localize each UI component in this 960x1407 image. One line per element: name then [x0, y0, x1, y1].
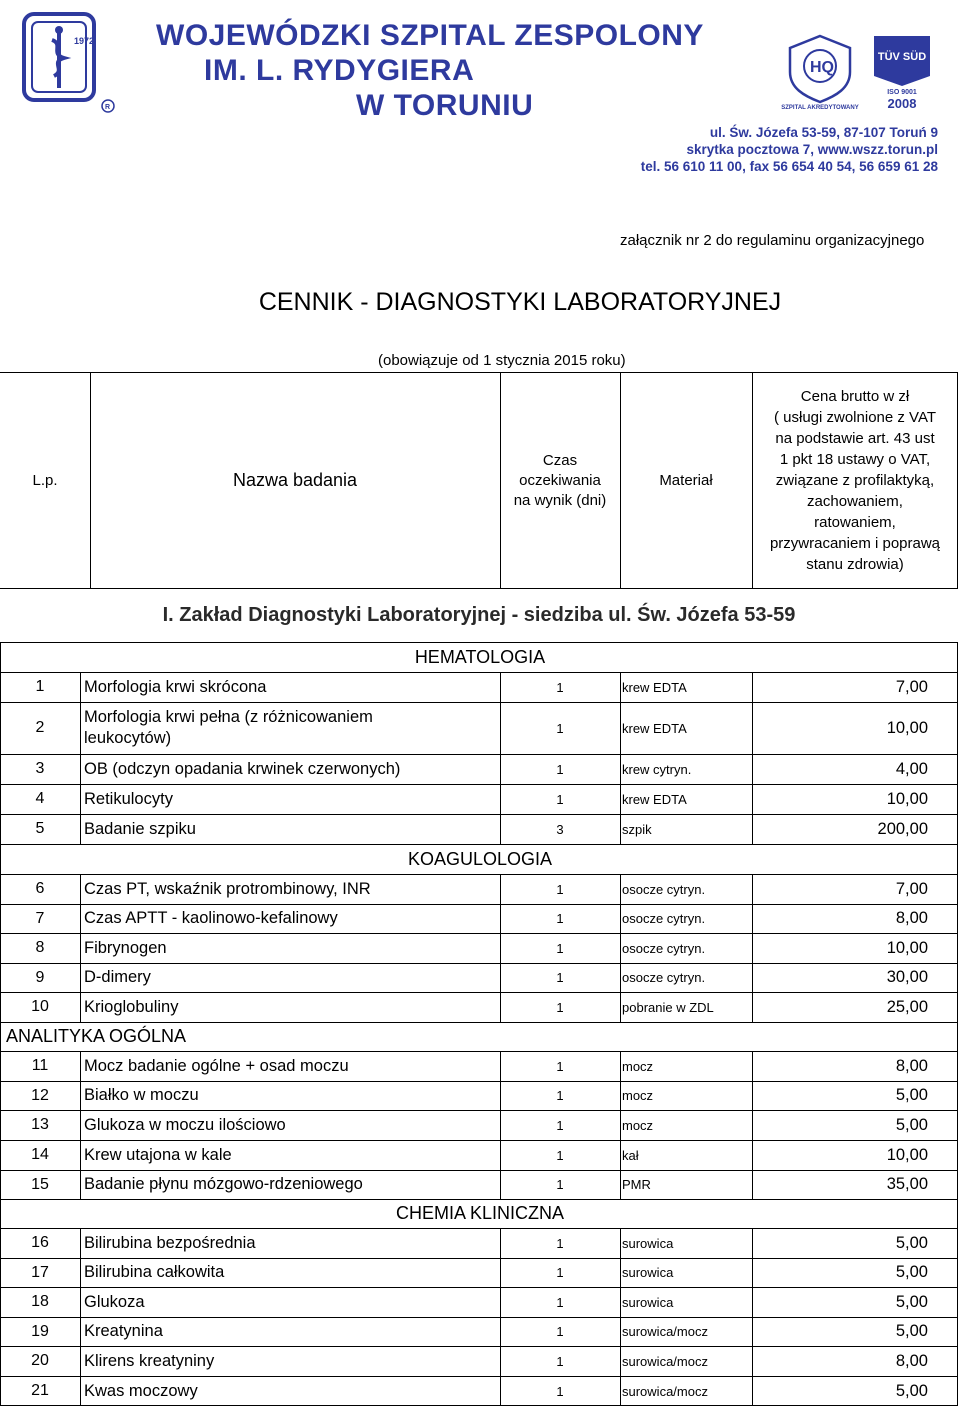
sample-material: osocze cytryn.: [622, 970, 706, 985]
table-row: [0, 702, 958, 754]
price-pln: 8,00: [895, 1351, 928, 1370]
table-row: [0, 1317, 958, 1346]
wait-time-days: 1: [556, 1117, 564, 1133]
row-number: 21: [31, 1382, 49, 1399]
hospital-name-line-2: IM. L. RYDYGIERA: [204, 54, 475, 87]
header-test-name: Nazwa badania: [232, 470, 358, 490]
sample-material: pobranie w ZDL: [622, 999, 714, 1015]
sample-material: osocze cytryn.: [622, 911, 706, 926]
test-name: Badanie szpiku: [84, 819, 196, 838]
row-number: 20: [31, 1352, 49, 1369]
test-name: Bilirubina bezpośrednia: [84, 1233, 256, 1252]
table-header: [0, 372, 958, 589]
test-name: Fibrynogen: [84, 938, 167, 957]
letterhead: [0, 0, 960, 190]
svg-text:2008: 2008: [887, 96, 917, 110]
header-material: Materiał: [659, 472, 713, 489]
test-name: Bilirubina całkowita: [84, 1263, 225, 1281]
table-row: [0, 1140, 958, 1170]
price-pln: 5,00: [895, 1322, 928, 1340]
table-row: [0, 754, 958, 784]
row-number: 1: [35, 678, 45, 695]
wait-time-days: 1: [556, 1177, 564, 1192]
test-name: Morfologia krwi pełna (z różnicowaniem leukocytów): [84, 708, 373, 747]
table-row: [0, 1110, 958, 1140]
category-chemia: CHEMIA KLINICZNA: [395, 1203, 565, 1223]
row-number: 14: [31, 1146, 49, 1163]
wait-time-days: 1: [556, 1383, 564, 1399]
wait-time-days: 1: [556, 720, 564, 736]
wait-time-days: 1: [556, 1235, 564, 1251]
category-row-hematologia: [0, 642, 958, 672]
table-row: [0, 1376, 958, 1406]
table-row: [0, 933, 958, 963]
sample-material: surowica: [622, 1294, 674, 1310]
test-name: Białko w moczu: [84, 1086, 199, 1104]
row-number: 3: [35, 760, 45, 777]
table-row: [0, 814, 958, 844]
price-pln: 5,00: [895, 1381, 928, 1400]
table-row: [0, 784, 958, 814]
price-pln: 25,00: [886, 997, 928, 1016]
wait-time-days: 1: [556, 940, 564, 956]
sample-material: surowica/mocz: [622, 1324, 708, 1339]
price-pln: 35,00: [886, 1175, 928, 1193]
wait-time-days: 1: [556, 999, 564, 1015]
sample-material: surowica: [622, 1235, 674, 1251]
svg-text:TÜV SÜD: TÜV SÜD: [877, 51, 927, 63]
price-pln: 5,00: [895, 1292, 928, 1311]
row-number: 13: [31, 1116, 49, 1133]
hospital-seal-logo: [20, 10, 120, 114]
table-row: [0, 874, 958, 904]
section-title: I. Zakład Diagnostyki Laboratoryjnej - siedziba ul. Św. Józefa 53-59: [162, 604, 796, 626]
price-pln: 5,00: [895, 1115, 928, 1134]
sample-material: PMR: [622, 1177, 651, 1192]
test-name: OB (odczyn opadania krwinek czerwonych): [84, 759, 401, 778]
wait-time-days: 1: [556, 1353, 564, 1369]
category-row-koagulologia: [0, 844, 958, 874]
sample-material: kał: [622, 1147, 639, 1163]
category-row-chemia: [0, 1199, 958, 1228]
wait-time-days: 1: [556, 1088, 564, 1103]
address-line-1: ul. Św. Józefa 53-59, 87-107 Toruń 9: [709, 125, 938, 140]
price-pln: 4,00: [895, 759, 928, 778]
sample-material: mocz: [622, 1117, 654, 1133]
table-row: [0, 904, 958, 933]
svg-text:SZPITAL AKREDYTOWANY: SZPITAL AKREDYTOWANY: [781, 105, 859, 110]
row-number: 12: [31, 1086, 49, 1104]
wait-time-days: 1: [556, 881, 564, 897]
table-row: [0, 963, 958, 992]
test-name: Badanie płynu mózgowo-rdzeniowego: [84, 1175, 363, 1193]
table-row: [0, 1051, 958, 1081]
hospital-name: [156, 18, 756, 123]
document-title: CENNIK - DIAGNOSTYKI LABORATORYJNEJ: [258, 288, 782, 316]
category-koagulologia: KOAGULOLOGIA: [407, 848, 553, 869]
address-line-2: skrytka pocztowa 7, www.wszz.torun.pl: [686, 142, 938, 157]
hospital-name-line-1: WOJEWÓDZKI SZPITAL ZESPOLONY: [156, 19, 704, 52]
test-name: Kwas moczowy: [84, 1381, 198, 1400]
table-row: [0, 1081, 958, 1110]
wait-time-days: 1: [556, 1265, 564, 1280]
test-name: Czas PT, wskaźnik protrombinowy, INR: [84, 879, 371, 898]
header-wait-time: Czas oczekiwania na wynik (dni): [513, 451, 607, 509]
wait-time-days: 1: [556, 1058, 564, 1074]
svg-text:R: R: [105, 104, 111, 111]
price-pln: 7,00: [895, 677, 928, 696]
validity-note: (obowiązuje od 1 stycznia 2015 roku): [378, 352, 626, 369]
category-row-analityka: [0, 1022, 958, 1051]
price-pln: 5,00: [895, 1086, 928, 1104]
address-line-3: tel. 56 610 11 00, fax 56 654 40 54, 56 659 61 28: [640, 159, 938, 174]
sample-material: krew EDTA: [622, 720, 687, 736]
table-row: [0, 1228, 958, 1258]
price-pln: 10,00: [886, 718, 928, 737]
sample-material: krew EDTA: [622, 791, 687, 807]
price-pln: 10,00: [886, 1145, 928, 1164]
price-pln: 10,00: [886, 938, 928, 957]
category-analityka: ANALITYKA OGÓLNA: [6, 1026, 187, 1046]
test-name: Glukoza w moczu ilościowo: [84, 1115, 286, 1134]
table-row: [0, 672, 958, 702]
row-number: 18: [31, 1293, 49, 1310]
test-name: Glukoza: [84, 1292, 145, 1311]
row-number: 19: [31, 1322, 49, 1340]
hospital-address: [438, 124, 938, 175]
sample-material: surowica: [622, 1265, 674, 1280]
row-number: 5: [35, 820, 45, 837]
row-number: 8: [35, 939, 45, 956]
row-number: 15: [31, 1175, 49, 1193]
row-number: 17: [31, 1263, 49, 1281]
row-number: 11: [31, 1057, 49, 1074]
wait-time-days: 1: [556, 970, 564, 985]
row-number: 7: [35, 909, 45, 927]
sample-material: szpik: [622, 821, 652, 837]
table-row: [0, 1170, 958, 1199]
row-number: 2: [35, 719, 45, 736]
test-name: Krioglobuliny: [84, 997, 179, 1016]
test-name: Morfologia krwi skrócona: [84, 677, 267, 696]
row-number: 6: [35, 880, 45, 897]
sample-material: krew cytryn.: [622, 761, 692, 777]
price-pln: 8,00: [895, 1056, 928, 1075]
price-pln: 5,00: [895, 1233, 928, 1252]
category-hematologia: HEMATOLOGIA: [414, 646, 546, 667]
table-row: [0, 992, 958, 1022]
wait-time-days: 1: [556, 679, 564, 695]
attachment-note: załącznik nr 2 do regulaminu organizacyjnego: [620, 232, 925, 249]
svg-text:HQ: HQ: [810, 59, 834, 76]
sample-material: mocz: [622, 1058, 654, 1074]
sample-material: krew EDTA: [622, 679, 687, 695]
row-number: 10: [31, 998, 49, 1015]
price-pln: 8,00: [895, 909, 928, 927]
table-row: [0, 1258, 958, 1287]
test-name: Mocz badanie ogólne + osad moczu: [84, 1056, 349, 1075]
price-pln: 7,00: [895, 879, 928, 898]
wait-time-days: 1: [556, 791, 564, 807]
svg-text:1972: 1972: [74, 36, 95, 46]
wait-time-days: 1: [556, 1294, 564, 1310]
test-name: Krew utajona w kale: [84, 1145, 232, 1164]
table-row: [0, 1346, 958, 1376]
sample-material: mocz: [622, 1088, 654, 1103]
svg-text:ISO 9001: ISO 9001: [887, 89, 917, 96]
wait-time-days: 1: [556, 1324, 564, 1339]
price-pln: 5,00: [895, 1263, 928, 1281]
price-pln: 30,00: [886, 968, 928, 986]
test-name: Kreatynina: [84, 1322, 163, 1340]
header-lp: L.p.: [32, 472, 58, 489]
sample-material: osocze cytryn.: [622, 940, 706, 956]
wait-time-days: 3: [556, 821, 564, 837]
header-price: Cena brutto w zł ( usługi zwolnione z VAT na podstawie art. 43 ust 1 pkt 18 ustawy o VAT, związane z profilaktyką, zachowaniem, ratowaniem, przywracaniem i poprawą stanu zdrowia): [769, 388, 941, 573]
price-pln: 200,00: [877, 819, 928, 838]
sample-material: osocze cytryn.: [622, 881, 706, 897]
test-name: Czas APTT - kaolinowo-kefalinowy: [84, 909, 338, 927]
tuv-certificate-logo: [866, 30, 938, 110]
hospital-name-line-3: W TORUNIU: [356, 89, 534, 122]
table-row: [0, 1287, 958, 1317]
quality-certificate-logo: [780, 30, 860, 110]
row-number: 4: [35, 790, 45, 807]
sample-material: surowica/mocz: [622, 1383, 708, 1399]
test-name: Klirens kreatyniny: [84, 1351, 215, 1370]
row-number: 9: [35, 968, 45, 986]
sample-material: surowica/mocz: [622, 1353, 708, 1369]
wait-time-days: 1: [556, 911, 564, 926]
row-number: 16: [31, 1234, 49, 1251]
price-pln: 10,00: [886, 789, 928, 808]
wait-time-days: 1: [556, 761, 564, 777]
test-name: D-dimery: [84, 968, 151, 986]
wait-time-days: 1: [556, 1147, 564, 1163]
test-name: Retikulocyty: [84, 789, 173, 808]
